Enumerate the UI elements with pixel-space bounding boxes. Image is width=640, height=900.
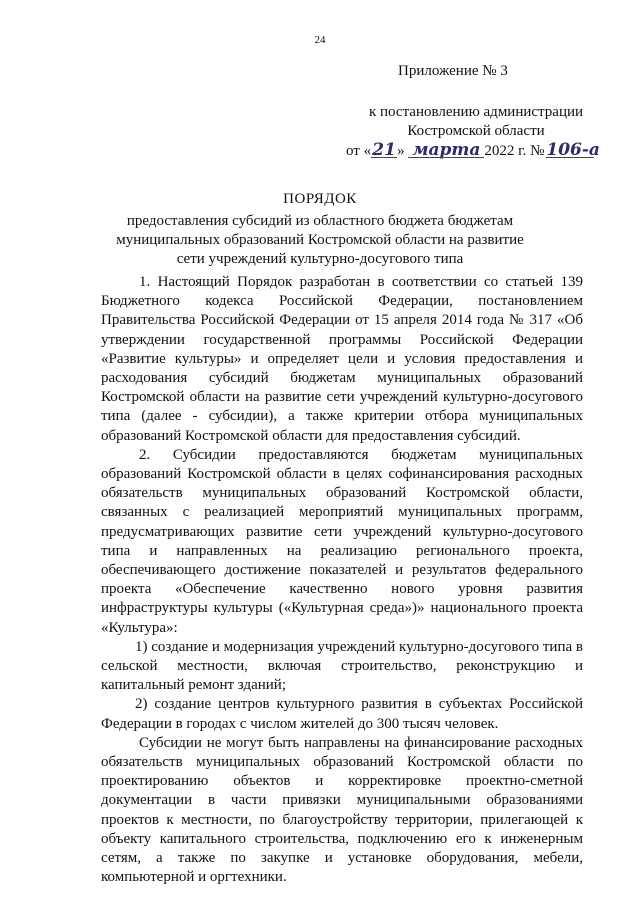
handwritten-month: марта [408, 141, 484, 160]
title-heading: ПОРЯДОК [283, 191, 357, 207]
decree-line-1: к постановлению администрации [368, 104, 584, 120]
decree-date-quote: » [397, 143, 405, 159]
page-number: 24 [314, 34, 326, 46]
paragraph-3: Субсидии не могут быть направлены на финансирование расходных обязательств муниципальных образований Костромской области по проектированию объектов и корректировке проектно-сметной документации в части привязки муниципальными образованиями проектов к местности, по благоустройству территории, прилегающей к объекту капитального строительства, подключению его к инженерным сетям, а также по закупке и установке оборудования, мебели, компьютерной и оргтехники. [101, 734, 583, 886]
appendix-label: Приложение № 3 [398, 63, 508, 79]
paragraph-2: 2. Субсидии предоставляются бюджетам муниципальных образований Костромской области в целях софинансирования расходных обязательств муниципальных образований Костромской области, связанных с реализацией мероприятий муниципальных программ, предусматривающих развитие сети учреждений культурно-досугового типа и направленных на реализацию регионального проекта, обеспечивающего достижение показателей и результатов федерального проекта «Обеспечение качественно нового уровня развития инфраструктуры культуры («Культурная среда»)» национального проекта «Культура»: [101, 446, 583, 636]
paragraph-1: 1. Настоящий Порядок разработан в соответствии со статьей 139 Бюджетного кодекса Российской Федерации, постановлением Правительства Российской Федерации от 15 апреля 2014 года № 317 «Об утверждении государственной программы Российской Федерации «Развитие культуры» и определяет цели и условия предоставления и расходования субсидий бюджетам муниципальных образований Костромской области на развитие сети учреждений культурно-досугового типа (далее - субсидии), а также критерии отбора муниципальных образований Костромской области для предоставления субсидий. [101, 274, 583, 444]
decree-year-number: 2022 г. № [484, 143, 545, 159]
decree-date-prefix: от « [346, 143, 372, 159]
list-item-2: 2) создание центров культурного развития в субъектах Российской Федерации в городах с числом жителей до 300 тысяч человек. [101, 696, 583, 732]
title-subtitle: предоставления субсидий из областного бюджета бюджетам муниципальных образований Костромской области на развитие сети учреждений культурно-досугового типа [116, 213, 524, 267]
handwritten-number: 106-а [546, 140, 600, 160]
document-title [110, 190, 530, 269]
decree-line-2: Костромской области [407, 123, 545, 139]
decree-reference [346, 103, 606, 161]
decree-date-line [346, 141, 606, 161]
list-item-1: 1) создание и модернизация учреждений культурно-досугового типа в сельской местности, включая строительство, реконструкцию и капитальный ремонт зданий; [101, 638, 583, 694]
handwritten-day: 21 [372, 140, 396, 160]
document-body [101, 273, 583, 888]
